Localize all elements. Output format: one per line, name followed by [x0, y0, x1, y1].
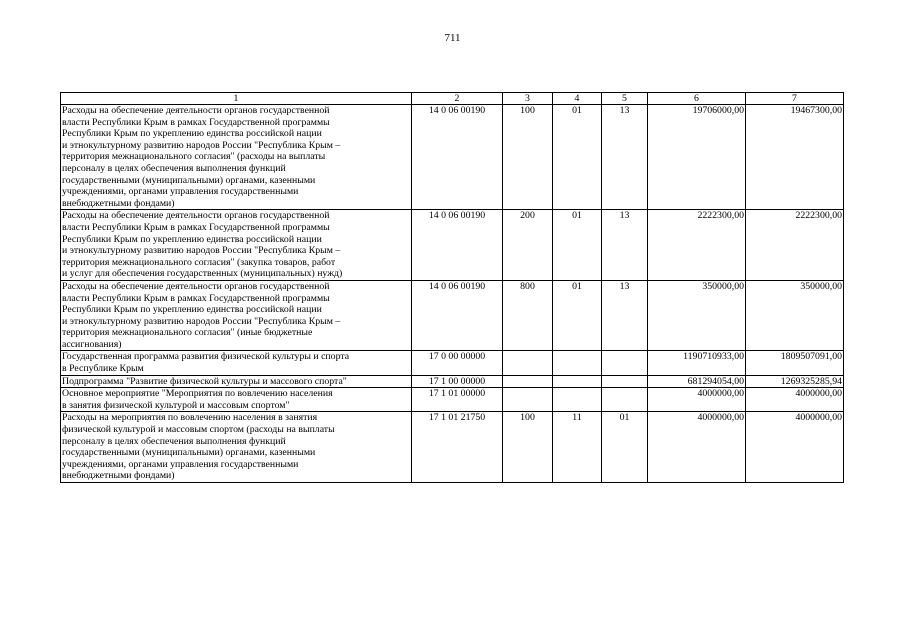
item-name-line: и этнокультурному развитию народов России "Республика Крым –: [62, 245, 341, 257]
target-article-cell: 14 0 06 00190: [412, 105, 503, 210]
item-name-line: власти Республики Крым в рамках Государственной программы: [62, 116, 330, 128]
section-cell: 01: [553, 105, 602, 210]
item-name-cell: [61, 375, 412, 388]
column-header: 2: [412, 93, 503, 105]
subsection-cell: 13: [602, 210, 648, 281]
item-name-line: Расходы на мероприятия по вовлечению населения в занятия: [62, 412, 318, 424]
expense-type-cell: [503, 351, 553, 375]
table-row: [61, 280, 844, 351]
item-name-cell: [61, 105, 412, 210]
expense-type-cell: 100: [503, 105, 553, 210]
header-row: [61, 93, 844, 105]
section-cell: [553, 351, 602, 375]
column-header: 1: [61, 93, 412, 105]
item-name-cell: [61, 280, 412, 351]
subsection-cell: [602, 375, 648, 388]
amount-year-2-cell: 1809507091,00: [746, 351, 844, 375]
amount-year-1-cell: 1190710933,00: [648, 351, 746, 375]
table-row: [61, 351, 844, 375]
column-header: 5: [602, 93, 648, 105]
table-row: [61, 375, 844, 388]
target-article-cell: 14 0 06 00190: [412, 280, 503, 351]
item-name-line: персоналу в целях обеспечения выполнения функций: [62, 435, 286, 447]
column-header: 7: [746, 93, 844, 105]
target-article-cell: 17 1 01 21750: [412, 412, 503, 483]
subsection-cell: [602, 388, 648, 412]
budget-table: [60, 92, 844, 483]
item-name-line: Расходы на обеспечение деятельности органов государственной: [62, 210, 330, 222]
subsection-cell: [602, 351, 648, 375]
table-row: [61, 105, 844, 210]
item-name-line: Республики Крым по укреплению единства российской нации: [62, 304, 322, 316]
amount-year-1-cell: 681294054,00: [648, 375, 746, 388]
amount-year-1-cell: 4000000,00: [648, 388, 746, 412]
amount-year-1-cell: 4000000,00: [648, 412, 746, 483]
item-name-line: Подпрограмма "Развитие физической культуры и массового спорта": [62, 375, 347, 387]
expense-type-cell: 100: [503, 412, 553, 483]
amount-year-2-cell: 2222300,00: [746, 210, 844, 281]
item-name-line: в занятия физической культурой и массовым спортом": [62, 399, 290, 411]
subsection-cell: 13: [602, 280, 648, 351]
section-cell: 01: [553, 280, 602, 351]
item-name-line: Основное мероприятие "Мероприятия по вовлечению населения: [62, 388, 333, 400]
item-name-cell: [61, 388, 412, 412]
section-cell: 11: [553, 412, 602, 483]
item-name-line: территория межнационального согласия" (закупка товаров, работ: [62, 256, 336, 268]
item-name-line: внебюджетными фондами): [62, 470, 175, 482]
table-row: [61, 412, 844, 483]
page-number: 711: [444, 32, 461, 44]
item-name-line: учреждениями, органами управления государственными: [62, 458, 299, 470]
section-cell: [553, 375, 602, 388]
section-cell: 01: [553, 210, 602, 281]
item-name-line: Республики Крым по укреплению единства российской нации: [62, 128, 322, 140]
target-article-cell: 17 0 00 00000: [412, 351, 503, 375]
item-name-cell: [61, 210, 412, 281]
item-name-line: власти Республики Крым в рамках Государственной программы: [62, 221, 330, 233]
item-name-cell: [61, 412, 412, 483]
subsection-cell: 01: [602, 412, 648, 483]
target-article-cell: 17 1 01 00000: [412, 388, 503, 412]
item-name-line: Расходы на обеспечение деятельности органов государственной: [62, 105, 330, 116]
item-name-line: ассигнования): [62, 338, 122, 350]
amount-year-1-cell: 350000,00: [648, 280, 746, 351]
amount-year-2-cell: 1269325285,94: [746, 375, 844, 388]
amount-year-1-cell: 2222300,00: [648, 210, 746, 281]
column-header: 4: [553, 93, 602, 105]
table-row: [61, 210, 844, 281]
item-name-line: учреждениями, органами управления государственными: [62, 186, 299, 198]
amount-year-2-cell: 4000000,00: [746, 412, 844, 483]
amount-year-2-cell: 350000,00: [746, 280, 844, 351]
item-name-line: и этнокультурному развитию народов России "Республика Крым –: [62, 139, 341, 151]
item-name-line: внебюджетными фондами): [62, 197, 175, 209]
target-article-cell: 17 1 00 00000: [412, 375, 503, 388]
item-name-line: Государственная программа развития физической культуры и спорта: [62, 351, 350, 363]
item-name-line: в Республике Крым: [62, 363, 144, 375]
section-cell: [553, 388, 602, 412]
item-name-line: государственными (муниципальными) органами, казенными: [62, 174, 316, 186]
expense-type-cell: [503, 388, 553, 412]
table-body: [61, 93, 844, 483]
subsection-cell: 13: [602, 105, 648, 210]
amount-year-2-cell: 19467300,00: [746, 105, 844, 210]
amount-year-2-cell: 4000000,00: [746, 388, 844, 412]
item-name-line: территория межнационального согласия" (иные бюджетные: [62, 327, 313, 339]
item-name-cell: [61, 351, 412, 375]
target-article-cell: 14 0 06 00190: [412, 210, 503, 281]
item-name-line: Расходы на обеспечение деятельности органов государственной: [62, 280, 330, 292]
expense-type-cell: 800: [503, 280, 553, 351]
expense-type-cell: 200: [503, 210, 553, 281]
item-name-line: и услуг для обеспечения государственных (муниципальных) нужд): [62, 268, 343, 280]
item-name-line: физической культурой и массовым спортом (расходы на выплаты: [62, 424, 335, 436]
item-name-line: власти Республики Крым в рамках Государственной программы: [62, 292, 330, 304]
item-name-line: территория межнационального согласия" (расходы на выплаты: [62, 151, 326, 163]
amount-year-1-cell: 19706000,00: [648, 105, 746, 210]
item-name-line: Республики Крым по укреплению единства российской нации: [62, 233, 322, 245]
item-name-line: персоналу в целях обеспечения выполнения функций: [62, 162, 286, 174]
expense-type-cell: [503, 375, 553, 388]
column-header: 6: [648, 93, 746, 105]
item-name-line: и этнокультурному развитию народов России "Республика Крым –: [62, 315, 341, 327]
table-row: [61, 388, 844, 412]
column-header: 3: [503, 93, 553, 105]
item-name-line: государственными (муниципальными) органами, казенными: [62, 447, 316, 459]
